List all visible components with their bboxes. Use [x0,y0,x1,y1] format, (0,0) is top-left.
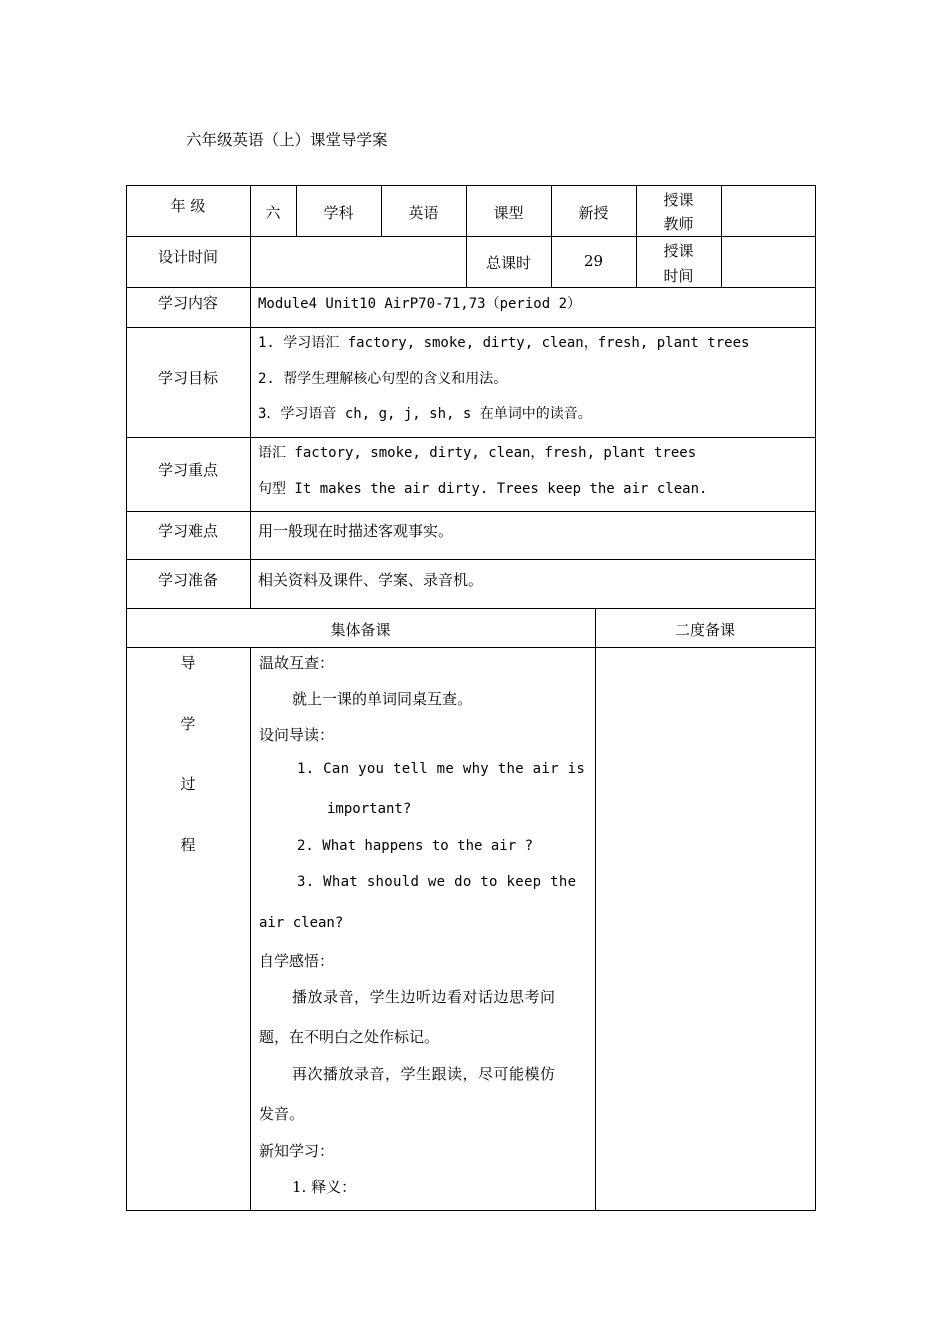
teacher-label-line2: 教师 [663,215,694,233]
key-points-label: 学习重点 [157,461,218,479]
difficulty-value: 用一般现在时描述客观事实。 [258,522,454,540]
process-side-char-1: 导 [180,654,196,672]
preparation-value: 相关资料及课件、学案、录音机。 [258,571,484,589]
second-prep-header: 二度备课 [674,621,735,639]
process-side-char-3: 过 [180,775,196,793]
self-study-para1-line2: 题，在不明白之处作标记。 [259,1028,440,1046]
key-points-vocab: 语汇 factory, smoke, dirty, clean，fresh, plant trees [258,445,697,461]
total-hours-value: 29 [583,252,604,270]
lesson-type-value: 新授 [578,204,609,222]
class-time-label-line2: 时间 [663,267,694,285]
collective-prep-header: 集体备课 [330,621,391,639]
document-title: 六年级英语（上）课堂导学案 [186,131,388,149]
grade-label: 年 级 [170,197,206,215]
objective-item-1: 1. 学习语汇 factory, smoke, dirty, clean，fresh, plant trees [258,335,750,351]
class-time-label-line1: 授课 [663,242,694,260]
lesson-type-label: 课型 [493,204,524,222]
question-3-line2: air clean? [259,915,344,931]
new-knowledge-item-1: 1. 释义： [292,1178,357,1196]
question-1-line2: important? [327,801,412,817]
teacher-label-line1: 授课 [663,191,694,209]
total-hours-label: 总课时 [485,254,531,272]
question-3-line1: 3. What should we do to keep the [297,874,577,890]
objective-item-3: 3．学习语音 ch, g, j, sh, s 在单词中的读音。 [258,406,592,422]
guide-heading: 设问导读： [259,726,335,744]
content-value: Module4 Unit10 AirP70-71,73（period 2） [258,296,582,312]
question-1-line1: 1. Can you tell me why the air is [297,761,586,777]
subject-label: 学科 [323,204,354,222]
self-study-para2-line2: 发音。 [259,1105,305,1123]
review-text: 就上一课的单词同桌互查。 [292,690,473,708]
preparation-label: 学习准备 [157,571,218,589]
content-label: 学习内容 [157,294,218,312]
new-knowledge-heading: 新知学习： [259,1142,335,1160]
difficulty-label: 学习难点 [157,522,218,540]
process-side-char-2: 学 [180,715,196,733]
subject-value: 英语 [408,204,439,222]
self-study-para2-line1: 再次播放录音，学生跟读，尽可能模仿 [292,1065,556,1083]
objectives-label: 学习目标 [157,369,218,387]
question-2: 2. What happens to the air ? [297,838,534,854]
design-time-label: 设计时间 [157,248,218,266]
self-study-heading: 自学感悟： [259,952,335,970]
key-points-sentence: 句型 It makes the air dirty. Trees keep the air clean. [258,481,708,497]
objective-item-2: 2. 帮学生理解核心句型的含义和用法。 [258,371,508,387]
grade-value: 六 [265,204,281,222]
process-side-char-4: 程 [180,836,196,854]
review-heading: 温故互查： [259,654,335,672]
self-study-para1-line1: 播放录音，学生边听边看对话边思考问 [292,988,556,1006]
